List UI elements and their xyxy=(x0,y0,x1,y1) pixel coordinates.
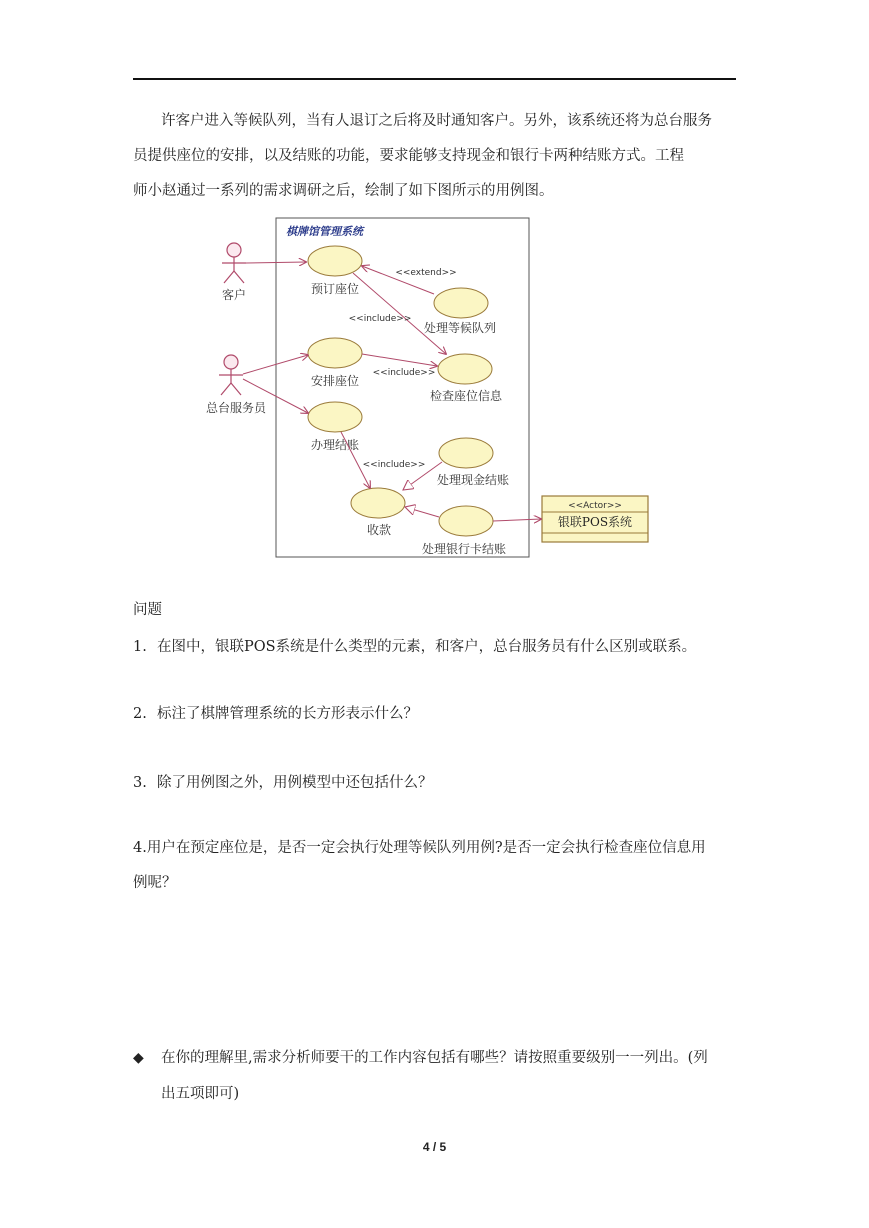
actor-customer-label: 客户 xyxy=(221,288,247,302)
usecase-arrange xyxy=(308,338,362,368)
intro-line: 员提供座位的安排，以及结账的功能，要求能够支持现金和银行卡两种结账方式。工程 xyxy=(133,148,684,164)
question-text: 标注了棋牌管理系统的长方形表示什么？ xyxy=(157,706,418,722)
bullet-text: 在你的理解里,需求分析师要干的工作内容包括有哪些？请按照重要级别一一列出。(列 xyxy=(161,1050,708,1066)
usecase-card xyxy=(439,506,493,536)
question-text: 在图中，银联POS系统是什么类型的元素，和客户，总台服务员有什么区别或联系。 xyxy=(157,639,697,655)
intro-paragraph xyxy=(133,104,741,209)
relation-include-label: <<include>> xyxy=(348,314,412,324)
use-case-diagram xyxy=(198,208,658,564)
usecase-reserve-label: 预订座位 xyxy=(310,282,360,296)
usecase-card-label: 处理银行卡结账 xyxy=(421,542,507,556)
actor-pos-name: 银联POS系统 xyxy=(557,515,633,529)
relation-include-label: <<include>> xyxy=(372,368,436,378)
question-item xyxy=(133,697,743,732)
question-number: 2. xyxy=(133,706,147,722)
bullet-question xyxy=(133,1040,743,1112)
usecase-cash xyxy=(439,438,493,468)
question-number: 1. xyxy=(133,639,147,655)
relation-extend-label: <<extend>> xyxy=(395,268,457,278)
usecase-waitlist xyxy=(434,288,488,318)
usecase-arrange-label: 安排座位 xyxy=(310,374,360,388)
usecase-check-info-label: 检查座位信息 xyxy=(429,389,503,403)
intro-line: 师小赵通过一系列的需求调研之后，绘制了如下图所示的用例图。 xyxy=(133,183,554,199)
usecase-check-info xyxy=(438,354,492,384)
header-rule xyxy=(133,78,736,80)
usecase-collect xyxy=(351,488,405,518)
question-number: 3. xyxy=(133,775,147,791)
actor-customer xyxy=(222,243,246,283)
intro-line: 许客户进入等候队列，当有人退订之后将及时通知客户。另外，该系统还将为总台服务 xyxy=(161,113,712,129)
question-text: 除了用例图之外，用例模型中还包括什么？ xyxy=(157,775,433,791)
usecase-checkout xyxy=(308,402,362,432)
question-item xyxy=(133,630,743,665)
actor-front-desk-label: 总台服务员 xyxy=(205,401,267,415)
usecase-waitlist-label: 处理等候队列 xyxy=(423,321,497,335)
usecase-collect-label: 收款 xyxy=(366,523,392,537)
question-text: 4.用户在预定座位是，是否一定会执行处理等候队列用例?是否一定会执行检查座位信息用 xyxy=(133,840,706,856)
actor-pos-stereotype: <<Actor>> xyxy=(568,501,622,511)
usecase-cash-label: 处理现金结账 xyxy=(436,473,510,487)
actor-front-desk xyxy=(219,355,243,395)
question-item xyxy=(133,831,743,901)
system-name: 棋牌馆管理系统 xyxy=(286,225,363,238)
bullet-text: 出五项即可) xyxy=(161,1086,240,1102)
questions-heading: 问题 xyxy=(133,602,162,618)
question-text: 例呢？ xyxy=(133,875,177,891)
relation-include-label: <<include>> xyxy=(362,460,426,470)
question-item xyxy=(133,766,743,801)
usecase-checkout-label: 办理结账 xyxy=(310,438,360,452)
page-number: 4 / 5 xyxy=(422,1140,447,1154)
usecase-reserve xyxy=(308,246,362,276)
diamond-bullet-icon: ◆ xyxy=(133,1050,144,1066)
